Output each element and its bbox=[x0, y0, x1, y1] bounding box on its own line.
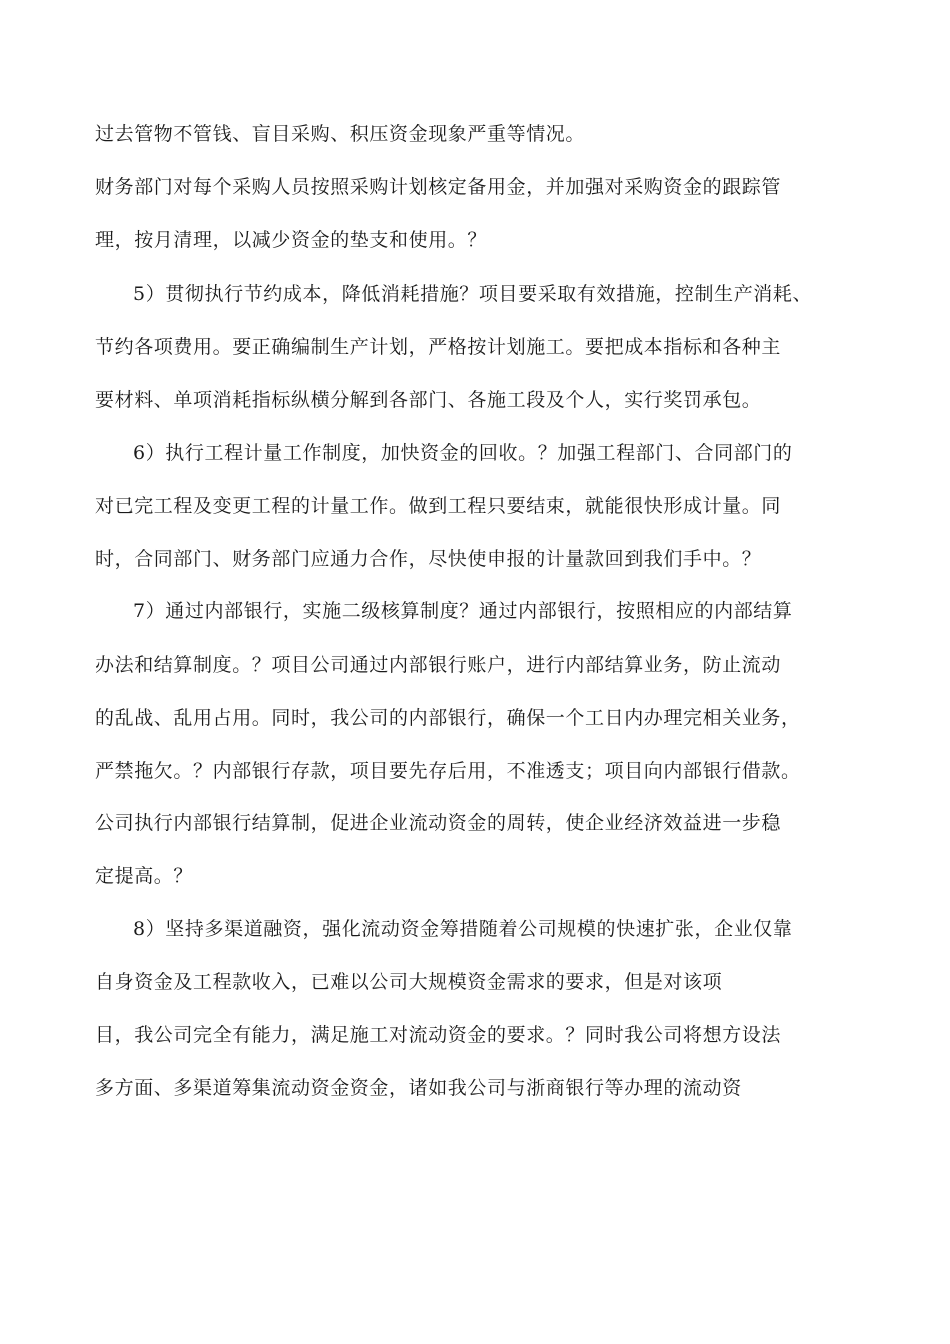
paragraph-8-start: 8）坚持多渠道融资，强化流动资金筹措随着公司规模的快速扩张，企业仅靠 bbox=[133, 918, 793, 940]
text-line: 目，我公司完全有能力，满足施工对流动资金的要求。？同时我公司将想方设法 bbox=[95, 1024, 782, 1046]
text-line: 节约各项费用。要正确编制生产计划，严格按计划施工。要把成本指标和各种主 bbox=[95, 336, 782, 358]
paragraph-6-start: 6）执行工程计量工作制度，加快资金的回收。？加强工程部门、合同部门的 bbox=[133, 442, 793, 464]
text-line: 过去管物不管钱、盲目采购、积压资金现象严重等情况。 bbox=[95, 123, 586, 145]
text-line: 对已完工程及变更工程的计量工作。做到工程只要结束，就能很快形成计量。同 bbox=[95, 495, 782, 517]
text-line: 时，合同部门、财务部门应通力合作，尽快使申报的计量款回到我们手中。？ bbox=[95, 548, 762, 570]
text-line: 要材料、单项消耗指标纵横分解到各部门、各施工段及个人，实行奖罚承包。 bbox=[95, 389, 762, 411]
paragraph-7-start: 7）通过内部银行，实施二级核算制度？通过内部银行，按照相应的内部结算 bbox=[133, 600, 793, 622]
text-line: 的乱战、乱用占用。同时，我公司的内部银行，确保一个工日内办理完相关业务， bbox=[95, 707, 801, 729]
paragraph-5-start: 5）贯彻执行节约成本，降低消耗措施？项目要采取有效措施，控制生产消耗、 bbox=[133, 283, 813, 305]
text-line: 公司执行内部银行结算制，促进企业流动资金的周转，使企业经济效益进一步稳 bbox=[95, 812, 782, 834]
text-line: 理，按月清理，以减少资金的垫支和使用。？ bbox=[95, 229, 488, 251]
text-line: 自身资金及工程款收入，已难以公司大规模资金需求的要求，但是对该项 bbox=[95, 971, 723, 993]
text-line: 定提高。？ bbox=[95, 865, 194, 887]
text-line: 办法和结算制度。？项目公司通过内部银行账户，进行内部结算业务，防止流动 bbox=[95, 654, 782, 676]
text-line: 严禁拖欠。？内部银行存款，项目要先存后用，不准透支；项目向内部银行借款。 bbox=[95, 760, 801, 782]
text-line: 财务部门对每个采购人员按照采购计划核定备用金，并加强对采购资金的跟踪管 bbox=[95, 176, 782, 198]
text-line: 多方面、多渠道筹集流动资金资金，诸如我公司与浙商银行等办理的流动资 bbox=[95, 1077, 742, 1099]
